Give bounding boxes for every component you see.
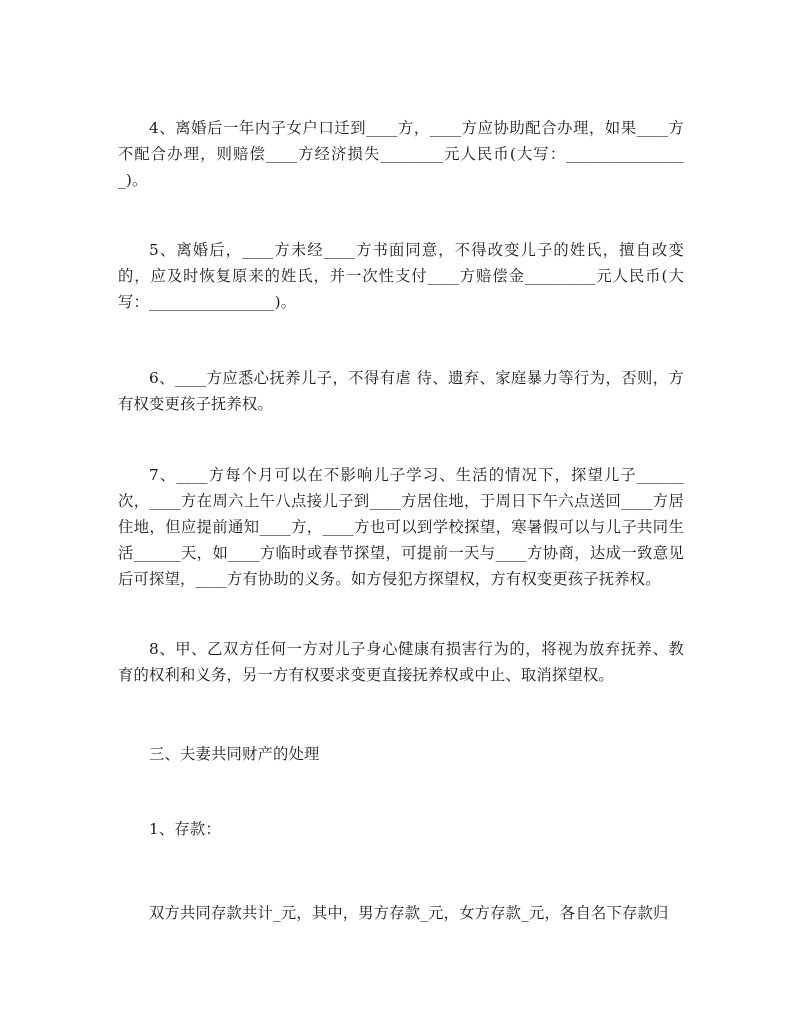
section-heading-joint-property: 三、夫妻共同财产的处理 — [149, 745, 320, 763]
subheading-deposits: 1、存款： — [149, 820, 221, 838]
clause-8-harm: 8、甲、乙双方任何一方对儿子身心健康有损害行为的，将视为放弃抚养、教育的权利和义务，另一方有权要求变更直接抚养权或中止、取消探望权。 — [118, 640, 684, 684]
clause-5-surname: 5、离婚后，____方未经____方书面同意，不得改变儿子的姓氏，擅自改变的，应及时恢复原来的姓氏，并一次性支付____方赔偿金_________元人民币(大写：________________)。 — [118, 241, 684, 311]
clause-7-visitation: 7、____方每个月可以在不影响儿子学习、生活的情况下，探望儿子______次，____方在周六上午八点接儿子到____方居住地，于周日下午六点送回____方居住地，但应提前通知____方，____方也可以到学校探望，寒暑假可以与儿子共同生活______天，如____方临时或春节探望，可提前一天与____方协商，达成一致意见后可探望，____方有协助的义务。如方侵犯方探望权，方有权变更孩子抚养权。 — [118, 466, 684, 588]
clause-6-child-care: 6、____方应悉心抚养儿子，不得有虐 待、遗弃、家庭暴力等行为，否则，方有权变更孩子抚养权。 — [118, 369, 684, 413]
deposits-text: 双方共同存款共计_元，其中，男方存款_元，女方存款_元，各自名下存款归 — [149, 904, 669, 922]
clause-4-household-registration: 4、离婚后一年内子女户口迁到____方，____方应协助配合办理，如果____方不配合办理，则赔偿____方经济损失________元人民币(大写：________________)。 — [118, 119, 684, 189]
